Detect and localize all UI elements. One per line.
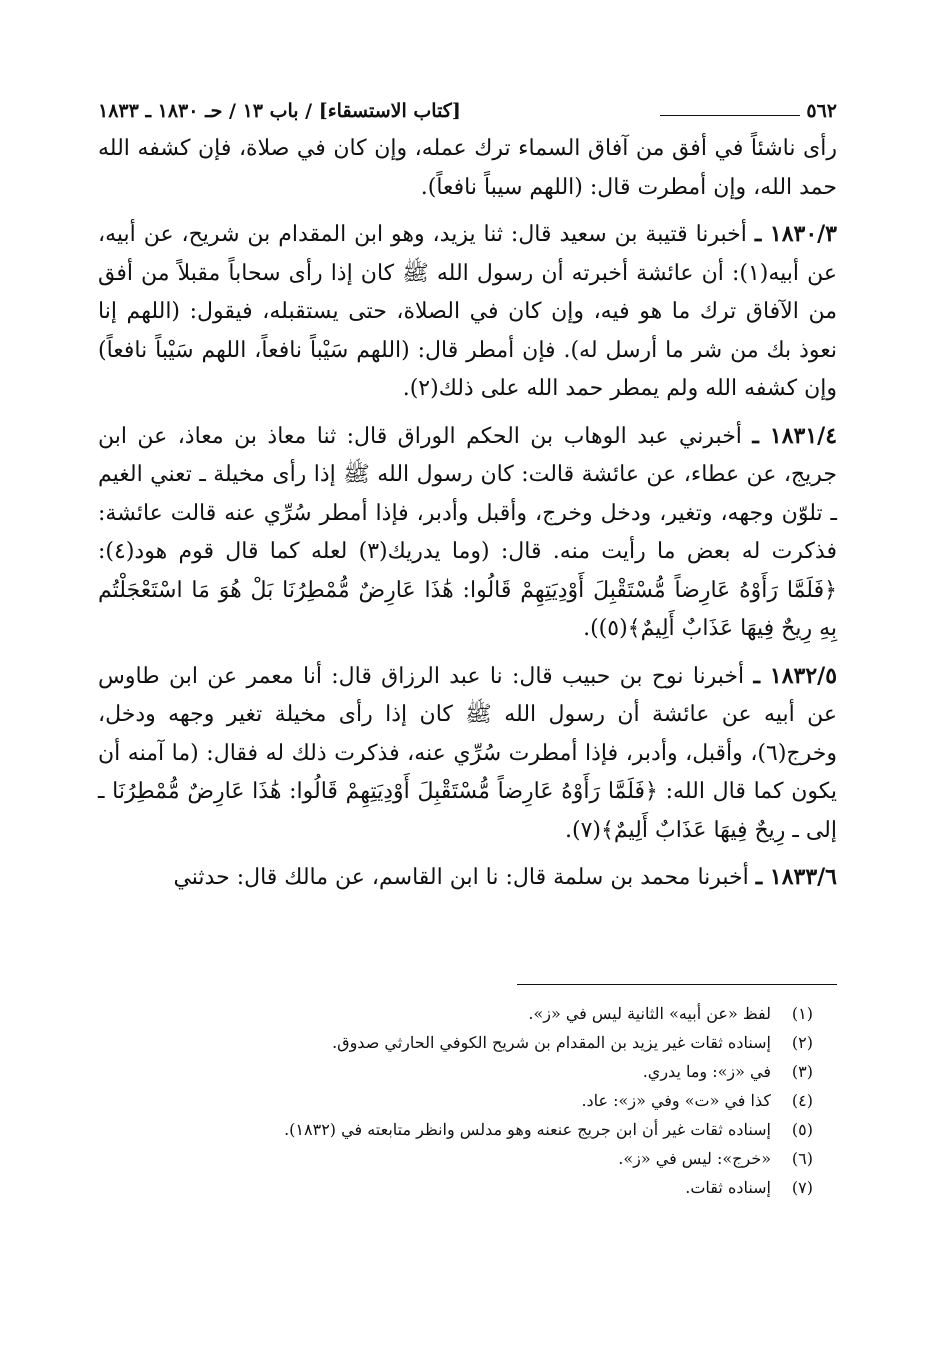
footnote-text: إسناده ثقات غير أن ابن جريج عنعنه وهو مدلس وانظر متابعته في (١٨٣٢).	[284, 1119, 771, 1139]
running-title: [كتاب الاستسقاء] / باب ١٣ / حـ ١٨٣٠ ـ ١٨٣٣	[98, 100, 461, 122]
footnote	[98, 1086, 813, 1115]
footnote	[98, 1173, 813, 1202]
paragraph-text: رأى ناشئاً في أفق من آفاق السماء ترك عمله، وإن كان في صلاة، فإن كشفه الله حمد الله، وإن أمطرت قال: (اللهم سيباً نافعاً).	[98, 136, 837, 200]
hadith-number: ١٨٣٣/٦ ـ	[755, 864, 837, 890]
footnote-text: لفظ «عن أبيه» الثانية ليس في «ز».	[528, 1003, 771, 1023]
footnote-number: (٧)	[791, 1177, 813, 1197]
footnote-text: كذا في «ت» وفي «ز»: عاد.	[581, 1090, 771, 1110]
footnotes	[98, 999, 837, 1202]
hadith-1831	[98, 417, 837, 649]
footnote-number: (١)	[791, 1003, 813, 1023]
footnote-number: (٤)	[791, 1090, 813, 1110]
hadith-number: ١٨٣٠/٣ ـ	[754, 221, 837, 247]
paragraph-text: أخبرني عبد الوهاب بن الحكم الوراق قال: ثنا معاذ بن معاذ، عن ابن جريج، عن عطاء، عن عائشة قالت: كان رسول الله ﷺ إذا رأى مخيلة ـ تعني الغيم ـ تلوّن وجهه، وتغير، ودخل وخرج، وأقبل وأدبر، فإذا أمطر سُرِّي عنه قالت عائشة: فذكرت له بعض ما رأيت منه. قال: (وما يدريك(٣) لعله كما قال قوم هود(٤): ﴿فَلَمَّا رَأَوْهُ عَارِضاً مُّسْتَقْبِلَ أَوْدِيَتِهِمْ قَالُوا: هَٰذَا عَارِضٌ مُّمْطِرُنَا بَلْ هُوَ مَا اسْتَعْجَلْتُم بِهِ رِيحٌ فِيهَا عَذَابٌ أَلِيمٌ﴾(٥)).	[98, 423, 837, 641]
footnote-number: (٣)	[791, 1061, 813, 1081]
footnote	[98, 1057, 813, 1086]
running-head	[660, 100, 837, 122]
hadith-number: ١٨٣٢/٥ ـ	[753, 662, 838, 689]
footnote-number: (٥)	[791, 1119, 813, 1139]
hadith-number: ١٨٣١/٤ ـ	[752, 422, 838, 449]
footnote-text: إسناده ثقات.	[685, 1177, 771, 1197]
page-number: ٥٦٢	[806, 100, 837, 122]
page-header	[98, 82, 837, 122]
footnote	[98, 1028, 813, 1057]
footnote-number: (٦)	[791, 1148, 813, 1168]
footnote-text: «خرج»: ليس في «ز».	[618, 1148, 771, 1168]
footnote-number: (٢)	[791, 1032, 813, 1052]
footnote	[98, 999, 813, 1028]
hadith-1830	[98, 215, 837, 409]
paragraph-text: أخبرنا قتيبة بن سعيد قال: ثنا يزيد، وهو ابن المقدام بن شريح، عن أبيه، عن أبيه(١): أن عائشة أخبرته أن رسول الله ﷺ كان إذا رأى سحاباً مقبلاً من أفق من الآفاق ترك ما هو فيه، وإن كان في الصلاة، حتى يستقبله، فيقول: (اللهم إنا نعوذ بك من شر ما أرسل له). فإن أمطر قال: (اللهم سَيْباً نافعاً، اللهم سَيْباً نافعاً) وإن كشفه الله ولم يمطر حمد الله على ذلك(٢).	[98, 222, 837, 401]
footnote	[98, 1144, 813, 1173]
paragraph-text: أخبرنا نوح بن حبيب قال: نا عبد الرزاق قال: أنا معمر عن ابن طاوس عن أبيه عن عائشة أن رسول الله ﷺ كان إذا رأى مخيلة تغير وجهه ودخل، وخرج(٦)، وأقبل، وأدبر، فإذا أمطرت سُرِّي عنه، فذكرت ذلك له فقال: (ما آمنه أن يكون كما قال الله: ﴿فَلَمَّا رَأَوْهُ عَارِضاً مُّسْتَقْبِلَ أَوْدِيَتِهِمْ قَالُوا: هَٰذَا عَارِضٌ مُّمْطِرُنَا ـ إلى ـ رِيحٌ فِيهَا عَذَابٌ أَلِيمٌ﴾(٧).	[98, 663, 837, 843]
hadith-1832	[98, 657, 837, 851]
hadith-1833	[98, 858, 837, 898]
footnote-separator	[517, 984, 837, 985]
paragraph-text: أخبرنا محمد بن سلمة قال: نا ابن القاسم، عن مالك قال: حدثني	[173, 865, 749, 890]
footnote-text: إسناده ثقات غير يزيد بن المقدام بن شريح الكوفي الحارثي صدوق.	[332, 1032, 771, 1052]
header-rule	[660, 115, 800, 116]
footnote	[98, 1115, 813, 1144]
paragraph-continuation	[98, 130, 837, 207]
footnote-text: في «ز»: وما يدري.	[642, 1061, 771, 1081]
main-text	[98, 130, 837, 898]
